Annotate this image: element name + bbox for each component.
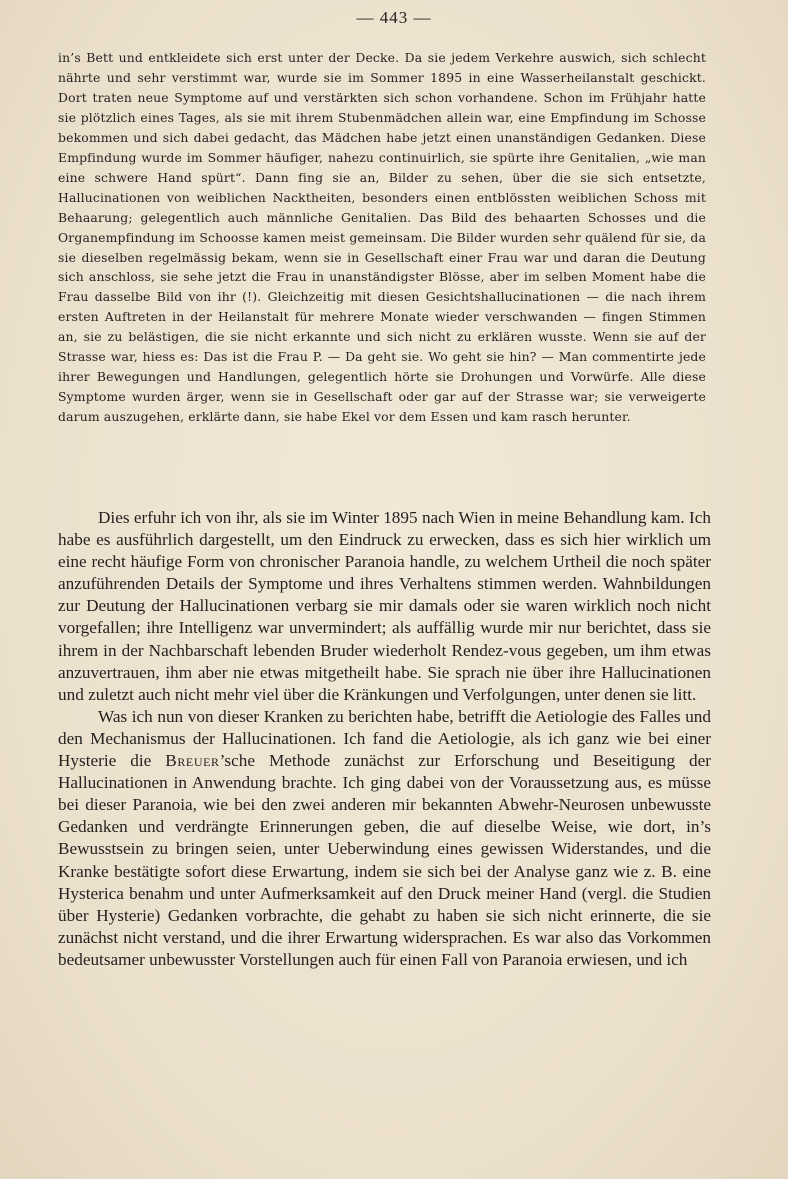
page-number: — 443 — [356,8,432,27]
page-number-value: 443 [379,8,409,27]
body-paragraph-aetiology [58,706,711,971]
case-history-small-print [58,48,706,427]
body-paragraph-treatment: Dies erfuhr ich von ihr, als sie im Winter 1895 nach Wien in meine Behandlung kam. Ich habe es ausführlich dargestellt, um den Eindruck zu erwecken, dass es sich hier wirklich um eine recht häufige Form von chronischer Paranoia handle, zu welchem Urtheil die noch später anzuführenden Details der Symptome und ihres Verhaltens stimmen werden. Wahnbildungen zur Deutung der Hallucinationen verbarg sie mir damals oder sie waren wirklich noch nicht vorgefallen; ihre Intelligenz war unvermindert; als auffällig wurde mir nur berichtet, dass sie ihrem in der Nachbarschaft lebenden Bruder wiederholt Rendez-vous gegeben, um ihm etwas anzuvertrauen, ihm aber nie etwas mitgetheilt habe. Sie sprach nie über ihre Hallucinationen und zuletzt auch nicht mehr viel über die Kränkungen und Verfolgungen, unter denen sie litt. [58,508,711,704]
case-history-paragraph: in’s Bett und entkleidete sich erst unter der Decke. Da sie jedem Verkehre auswich, sich schlecht nährte und sehr verstimmt war, wurde sie im Sommer 1895 in eine Wasserheilanstalt geschickt. Dort traten neue Symptome auf und verstärkten sich schon vorhandene. Schon im Frühjahr hatte sie plötzlich eines Tages, als sie mit ihrem Stubenmädchen allein war, eine Empfindung im Schosse bekommen und sich dabei gedacht, das Mädchen habe jetzt einen unanständigen Gedanken. Diese Empfindung wurde im Sommer häufiger, nahezu continuirlich, sie spürte ihre Genitalien, „wie man eine schwere Hand spürt“. Dann fing sie an, Bilder zu sehen, über die sie sich entsetzte, Hallucinationen von weiblichen Nacktheiten, besonders einen entblössten weiblichen Schoss mit Behaarung; gelegentlich auch männliche Genitalien. Das Bild des behaarten Schosses und die Organempfindung im Schoosse kamen meist gemeinsam. Die Bilder wurden sehr quälend für sie, da sie dieselben regelmässig bekam, wenn sie in Gesellschaft einer Frau war und daran die Deutung sich anschloss, sie sehe jetzt die Frau in unanständigster Blösse, aber im selben Moment habe die Frau dasselbe Bild von ihr (!). Gleichzeitig mit diesen Gesichtshallucinationen — die nach ihrem ersten Auftreten in der Heilanstalt für mehrere Monate wieder verschwanden — fingen Stimmen an, sie zu belästigen, die sie nicht erkannte und sich nicht zu erklären wusste. Wenn sie auf der Strasse war, hiess es: Das ist die Frau P. — Da geht sie. Wo geht sie hin? — Man commentirte jede ihrer Bewegungen und Handlungen, gelegentlich hörte sie Drohungen und Vorwürfe. Alle diese Symptome wurden ärger, wenn sie in Gesellschaft oder gar auf der Strasse war; sie verweigerte darum auszugehen, erklärte dann, sie habe Ekel vor dem Essen und kam rasch herunter. [58,50,706,425]
aetiology-text-end: ’sche Methode zunächst zur Erforschung und Beseitigung der Hallucinationen in Anwendung brachte. Ich ging dabei von der Voraussetzung aus, es müsse bei dieser Paranoia, wie bei den zwei anderen mir bekannten Abwehr-Neurosen unbewusste Gedanken und verdrängte Erinnerungen geben, die auf dieselbe Weise, wie dort, in’s Bewusstsein zu bringen seien, unter Ueberwindung eines gewissen Widerstandes, und die Kranke bestätigte sofort diese Erwartung, indem sie sich bei der Analyse ganz wie z. B. eine Hysterica benahm und unter Aufmerksamkeit auf den Druck meiner Hand (vergl. die Studien über Hysterie) Gedanken vorbrachte, die gehabt zu haben sie sich nicht erinnerte, die sie zunächst nicht verstand, und die ihrer Erwartung widersprachen. Es war also das Vorkommen bedeutsamer unbewusster Vorstellungen auch für einen Fall von Paranoia erwiesen, und ich [58,751,711,969]
aetiology-text-start: Was ich nun von dieser Kranken zu berichten habe, betrifft die Aetiologie des Falles und den Mechanismus der Hallucinationen. Ich fand die Aetiologie, als ich ganz wie bei einer Hysterie die [58,706,711,771]
author-name-breuer: Breuer [165,751,220,771]
main-text [58,507,711,971]
